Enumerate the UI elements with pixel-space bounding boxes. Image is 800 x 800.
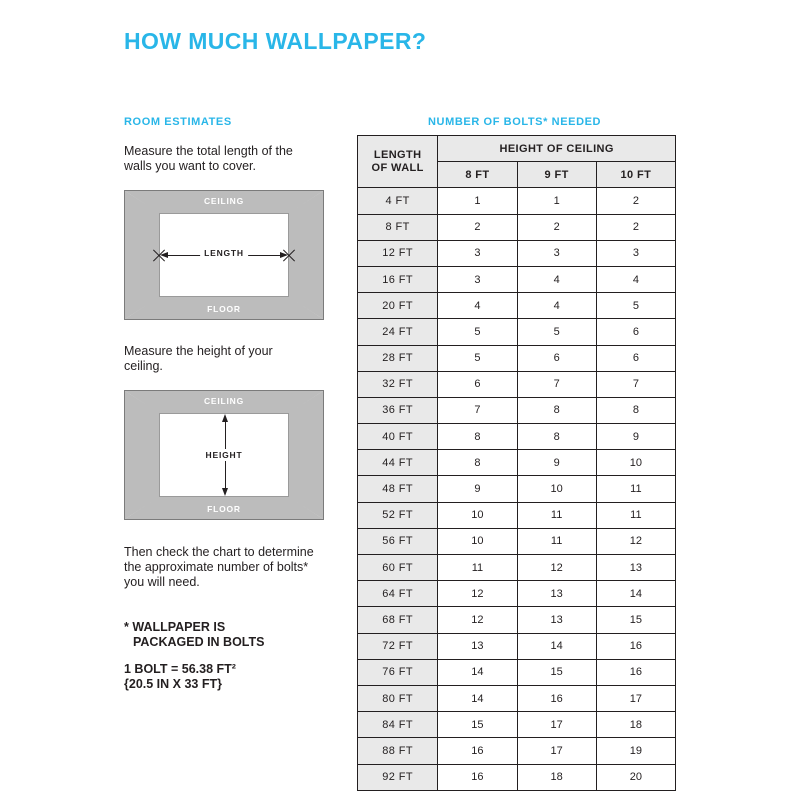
bolts-value-cell: 16	[596, 659, 675, 685]
bolts-value-cell: 7	[596, 371, 675, 397]
ceiling-label: CEILING	[203, 396, 245, 406]
bolts-value-cell: 12	[438, 581, 517, 607]
table-row	[358, 188, 676, 214]
bolts-value-cell: 15	[596, 607, 675, 633]
bolts-value-cell: 1	[438, 188, 517, 214]
bolts-value-cell: 14	[438, 659, 517, 685]
column-header-9ft: 9 FT	[517, 162, 596, 188]
room-diagram-length	[124, 190, 324, 320]
bolts-value-cell: 6	[517, 345, 596, 371]
column-header-10ft: 10 FT	[596, 162, 675, 188]
table-row	[358, 240, 676, 266]
length-dimension-label: LENGTH	[200, 247, 248, 259]
bolts-value-cell: 14	[596, 581, 675, 607]
bolts-value-cell: 3	[517, 240, 596, 266]
row-header-wall-length: 40 FT	[358, 424, 438, 450]
height-dimension-label: HEIGHT	[202, 449, 247, 461]
bolts-value-cell: 15	[517, 659, 596, 685]
bolts-value-cell: 16	[438, 764, 517, 790]
wallpaper-note	[124, 620, 264, 692]
note-line-4: {20.5 IN X 33 FT}	[124, 677, 222, 691]
bolts-value-cell: 7	[438, 397, 517, 423]
corner-header-line-1: LENGTH	[373, 148, 422, 161]
table-row	[358, 424, 676, 450]
table-row	[358, 685, 676, 711]
bolts-value-cell: 12	[438, 607, 517, 633]
bolts-value-cell: 15	[438, 712, 517, 738]
row-header-wall-length: 12 FT	[358, 240, 438, 266]
table-row	[358, 502, 676, 528]
bolts-value-cell: 12	[517, 555, 596, 581]
bolts-value-cell: 9	[438, 476, 517, 502]
row-header-wall-length: 32 FT	[358, 371, 438, 397]
table-row	[358, 266, 676, 292]
row-header-wall-length: 76 FT	[358, 659, 438, 685]
bolts-value-cell: 4	[517, 293, 596, 319]
table-row	[358, 607, 676, 633]
bolts-needed-heading: NUMBER OF BOLTS* NEEDED	[428, 116, 602, 128]
table-row	[358, 738, 676, 764]
column-header-8ft: 8 FT	[438, 162, 517, 188]
bolts-table	[357, 135, 676, 791]
room-estimates-heading: ROOM ESTIMATES	[124, 116, 232, 128]
bolts-value-cell: 6	[596, 319, 675, 345]
bolts-value-cell: 9	[596, 424, 675, 450]
left-wall-shape	[125, 391, 159, 519]
row-header-wall-length: 88 FT	[358, 738, 438, 764]
bolts-value-cell: 8	[517, 397, 596, 423]
bolts-value-cell: 3	[438, 240, 517, 266]
row-header-wall-length: 64 FT	[358, 581, 438, 607]
bolts-value-cell: 16	[517, 685, 596, 711]
bolts-value-cell: 7	[517, 371, 596, 397]
bolts-value-cell: 8	[438, 424, 517, 450]
bolts-table-head	[358, 136, 676, 188]
note-line-2: PACKAGED IN BOLTS	[133, 635, 265, 649]
note-line-1: * WALLPAPER IS	[124, 620, 226, 634]
row-header-wall-length: 52 FT	[358, 502, 438, 528]
bolts-value-cell: 3	[596, 240, 675, 266]
table-row	[358, 712, 676, 738]
instruction-measure-height: Measure the height of your ceiling.	[124, 344, 273, 373]
bolts-value-cell: 9	[517, 450, 596, 476]
bolts-value-cell: 18	[596, 712, 675, 738]
note-line-3: 1 BOLT = 56.38 FT²	[124, 662, 236, 676]
right-wall-shape	[289, 391, 323, 519]
table-row	[358, 345, 676, 371]
bolts-value-cell: 3	[438, 266, 517, 292]
bolts-value-cell: 1	[517, 188, 596, 214]
row-header-wall-length: 8 FT	[358, 214, 438, 240]
row-header-wall-length: 16 FT	[358, 266, 438, 292]
bolts-value-cell: 17	[517, 712, 596, 738]
bolts-value-cell: 5	[438, 319, 517, 345]
corner-header-line-2: OF WALL	[371, 161, 424, 174]
note-spacer	[124, 650, 264, 662]
bolts-value-cell: 2	[596, 214, 675, 240]
bolts-value-cell: 13	[596, 555, 675, 581]
table-row	[358, 528, 676, 554]
table-header-row-1	[358, 136, 676, 162]
table-row	[358, 293, 676, 319]
group-header-height-of-ceiling: HEIGHT OF CEILING	[438, 136, 676, 162]
bolts-value-cell: 2	[596, 188, 675, 214]
bolts-value-cell: 5	[596, 293, 675, 319]
table-row	[358, 214, 676, 240]
bolts-value-cell: 13	[438, 633, 517, 659]
table-row	[358, 555, 676, 581]
bolts-value-cell: 4	[438, 293, 517, 319]
row-header-wall-length: 4 FT	[358, 188, 438, 214]
bolts-value-cell: 11	[438, 555, 517, 581]
instruction-check-chart: Then check the chart to determine the approximate number of bolts* you will need.	[124, 545, 314, 589]
bolts-value-cell: 5	[438, 345, 517, 371]
corner-header	[358, 136, 438, 188]
bolts-value-cell: 11	[596, 476, 675, 502]
bolts-value-cell: 17	[596, 685, 675, 711]
bolts-value-cell: 14	[438, 685, 517, 711]
bolts-value-cell: 13	[517, 581, 596, 607]
bolts-value-cell: 2	[517, 214, 596, 240]
bolts-value-cell: 11	[517, 528, 596, 554]
bolts-value-cell: 14	[517, 633, 596, 659]
row-header-wall-length: 60 FT	[358, 555, 438, 581]
bolts-value-cell: 8	[517, 424, 596, 450]
table-row	[358, 397, 676, 423]
row-header-wall-length: 28 FT	[358, 345, 438, 371]
bolts-value-cell: 19	[596, 738, 675, 764]
row-header-wall-length: 24 FT	[358, 319, 438, 345]
row-header-wall-length: 20 FT	[358, 293, 438, 319]
floor-label: FLOOR	[207, 504, 241, 514]
bolts-value-cell: 10	[438, 528, 517, 554]
page-title: HOW MUCH WALLPAPER?	[124, 28, 427, 54]
table-row	[358, 633, 676, 659]
bolts-value-cell: 11	[596, 502, 675, 528]
bolts-value-cell: 6	[438, 371, 517, 397]
bolts-value-cell: 10	[517, 476, 596, 502]
bolts-value-cell: 6	[596, 345, 675, 371]
bolts-value-cell: 2	[438, 214, 517, 240]
bolts-value-cell: 4	[596, 266, 675, 292]
bolts-value-cell: 20	[596, 764, 675, 790]
bolts-value-cell: 12	[596, 528, 675, 554]
table-row	[358, 319, 676, 345]
row-header-wall-length: 48 FT	[358, 476, 438, 502]
bolts-value-cell: 10	[438, 502, 517, 528]
bolts-value-cell: 4	[517, 266, 596, 292]
row-header-wall-length: 44 FT	[358, 450, 438, 476]
row-header-wall-length: 80 FT	[358, 685, 438, 711]
table-row	[358, 581, 676, 607]
row-header-wall-length: 84 FT	[358, 712, 438, 738]
bolts-table-body	[358, 188, 676, 790]
table-row	[358, 371, 676, 397]
table-row	[358, 764, 676, 790]
corner-marker-left-icon	[151, 247, 167, 263]
corner-marker-right-icon	[281, 247, 297, 263]
instruction-measure-length: Measure the total length of the walls you want to cover.	[124, 144, 293, 173]
table-row	[358, 450, 676, 476]
bolts-table-wrapper	[357, 135, 676, 791]
row-header-wall-length: 68 FT	[358, 607, 438, 633]
bolts-value-cell: 8	[438, 450, 517, 476]
table-row	[358, 476, 676, 502]
ceiling-label: CEILING	[203, 196, 245, 206]
row-header-wall-length: 72 FT	[358, 633, 438, 659]
row-header-wall-length: 56 FT	[358, 528, 438, 554]
row-header-wall-length: 36 FT	[358, 397, 438, 423]
bolts-value-cell: 17	[517, 738, 596, 764]
bolts-value-cell: 11	[517, 502, 596, 528]
bolts-value-cell: 5	[517, 319, 596, 345]
table-row	[358, 659, 676, 685]
bolts-value-cell: 16	[438, 738, 517, 764]
bolts-value-cell: 10	[596, 450, 675, 476]
room-diagram-height	[124, 390, 324, 520]
floor-label: FLOOR	[207, 304, 241, 314]
bolts-value-cell: 18	[517, 764, 596, 790]
bolts-value-cell: 8	[596, 397, 675, 423]
row-header-wall-length: 92 FT	[358, 764, 438, 790]
bolts-value-cell: 16	[596, 633, 675, 659]
bolts-value-cell: 13	[517, 607, 596, 633]
